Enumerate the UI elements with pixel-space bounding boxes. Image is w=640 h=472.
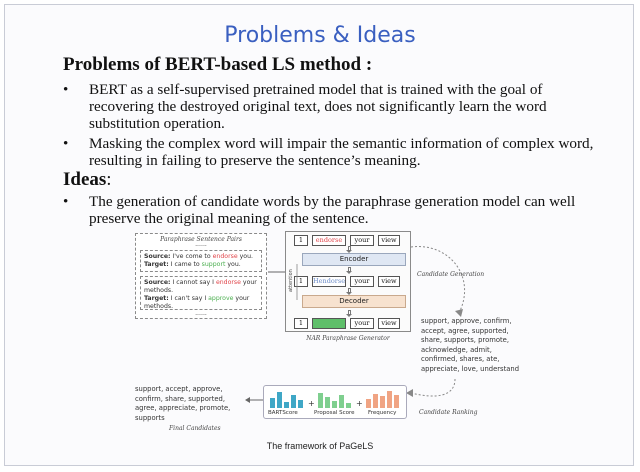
down-arrow-icon <box>346 288 353 295</box>
token: view <box>378 235 400 246</box>
token <box>312 318 346 329</box>
attention-link <box>294 262 300 302</box>
ellipsis-bottom: ...... <box>195 310 207 317</box>
candidate-list: support, approve, confirm, accept, agree, supported, share, supports, promote, acknowledge, admit, confirmed, shares, ate, appreciate, love, understand <box>421 317 520 373</box>
score-bar <box>284 402 289 408</box>
plus-sign: + <box>356 399 363 408</box>
generator-caption: NAR Paraphrase Generator <box>306 335 390 342</box>
pair-1-source <box>144 253 258 261</box>
source-label: Source: <box>144 279 171 286</box>
token: endorse <box>312 235 346 246</box>
attention-label: attention <box>288 269 294 292</box>
frequency-bars <box>366 390 400 408</box>
framework-figure <box>5 5 635 467</box>
score-bar <box>325 397 330 408</box>
ranking-panel <box>263 385 407 419</box>
paraphrase-pairs-title: Paraphrase Sentence Pairs <box>160 236 242 243</box>
score-bar <box>346 403 351 408</box>
down-arrow-icon <box>346 246 353 253</box>
score-bar <box>373 394 378 408</box>
bullet-marker: • <box>63 81 69 98</box>
substitute-word: support <box>201 261 226 268</box>
pair-1-target <box>144 261 258 269</box>
slide-title: Problems & Ideas <box>224 23 416 48</box>
pair-1 <box>140 250 262 272</box>
pair-2-source <box>144 279 258 295</box>
token: view <box>378 318 400 329</box>
down-arrow-icon <box>346 267 353 274</box>
final-candidates-caption: Final Candidates <box>169 425 221 432</box>
complex-word: endorse <box>212 253 238 260</box>
ideas-heading-colon: : <box>106 169 112 190</box>
target-label: Target: <box>144 295 169 302</box>
score-bar <box>332 401 337 408</box>
proposal-score-label: Proposal Score <box>314 410 355 416</box>
score-bar <box>291 395 296 408</box>
final-candidate-list: support, accept, approve, confirm, share, supported, agree, appreciate, promote, supports <box>135 385 231 422</box>
bullet-marker: • <box>63 135 69 152</box>
target-label: Target: <box>144 261 169 268</box>
token: 1 <box>294 235 308 246</box>
decoder-block: Decoder <box>302 295 406 308</box>
ranking-to-final-arrow <box>245 395 265 405</box>
problem-text-1: BERT as a self-supervised pretrained model that is trained with the goal of recovering the destroyed original text, does not significantly learn the word substitution operation. <box>89 81 547 132</box>
bullet-marker: • <box>63 193 69 210</box>
token: view <box>378 276 400 287</box>
token: Hendorse <box>313 277 346 285</box>
token: your <box>350 276 374 287</box>
problem-text-2: Masking the complex word will impair the semantic information of complex word, resulting in failing to preserve the sentence’s meaning. <box>89 135 594 169</box>
score-bar <box>387 391 392 408</box>
score-bar <box>277 392 282 408</box>
score-bar <box>339 395 344 409</box>
problems-heading: Problems of BERT-based LS method : <box>63 54 373 75</box>
pair-2 <box>140 276 262 310</box>
idea-text-1: The generation of candidate words by the paraphrase generation model can well preserve the original meaning of the sentence. <box>89 193 576 227</box>
candidate-generation-label: Candidate Generation <box>417 271 485 278</box>
score-bar <box>394 395 399 408</box>
target-text: I came to <box>170 261 202 268</box>
encoder-block: Encoder <box>302 253 406 266</box>
frequency-label: Frequency <box>368 410 397 416</box>
proposal-score-bars <box>318 390 352 408</box>
source-text: I've come to <box>172 253 213 260</box>
pair-2-target <box>144 295 258 311</box>
down-arrow-icon <box>346 310 353 317</box>
target-text: you. <box>225 261 241 268</box>
source-text: you. <box>237 253 253 260</box>
nar-generator-panel <box>285 231 411 332</box>
target-text: your methods. <box>144 295 250 310</box>
ideas-heading-text: Ideas <box>63 169 107 190</box>
complex-word: endorse <box>215 279 241 286</box>
source-text: I cannot say I <box>172 279 216 286</box>
ellipsis-top: ...... <box>195 241 207 248</box>
score-bar <box>366 399 371 408</box>
bartscore-label: BARTScore <box>268 410 298 416</box>
candidate-ranking-label: Candidate Ranking <box>419 409 478 416</box>
token: 1 <box>294 318 308 329</box>
slide <box>4 4 634 466</box>
bartscore-bars <box>270 390 304 408</box>
score-bar <box>380 396 385 408</box>
plus-sign: + <box>308 399 315 408</box>
score-bar <box>270 398 275 408</box>
framework-caption: The framework of PaGeLS <box>266 441 374 451</box>
token: 1 <box>294 276 308 287</box>
substitute-word: approve <box>208 295 234 302</box>
target-text: I can't say I <box>170 295 209 302</box>
token: your <box>350 318 374 329</box>
score-bar <box>318 393 323 408</box>
token: your <box>350 235 374 246</box>
source-text: your methods. <box>144 279 257 294</box>
score-bar <box>298 400 303 408</box>
source-label: Source: <box>144 253 171 260</box>
paraphrase-pairs-panel <box>135 233 267 319</box>
